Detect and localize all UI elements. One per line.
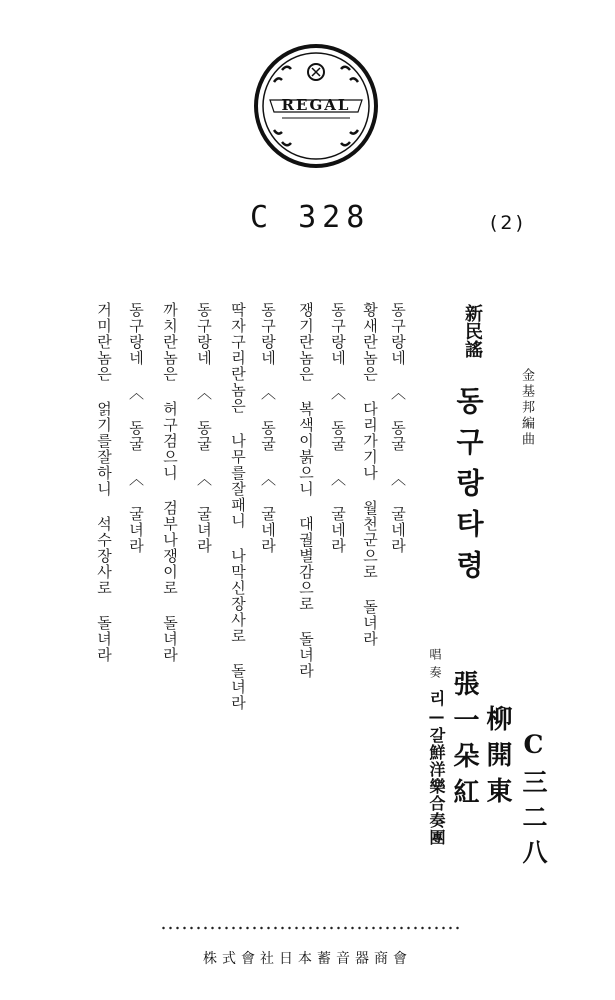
- lyric-line: 쟁기란놈은 복색이붉으니 대궐별감으로 돌녀라: [297, 302, 315, 679]
- lyric-line: 딱자구리란놈은 나무를잘패니 나막신장사로 돌녀라: [229, 302, 247, 711]
- arranger-credit: 金基邦編曲: [519, 368, 534, 448]
- song-title: 동구랑타령: [452, 386, 485, 591]
- lyric-line: 황새란놈은 다리가기나 월천군으로 돌녀라: [361, 302, 379, 647]
- singer-name: 柳開東: [482, 705, 512, 813]
- lyric-line: 동구랑네 〈 동굴 〈 굴네라: [259, 302, 277, 554]
- lyric-line: 동구랑네 〈 동굴 〈 굴네라: [329, 302, 347, 554]
- lyric-line: 거미란놈은 얽기를잘하니 석수장사로 돌녀라: [95, 302, 113, 663]
- lyric-line: 동구랑네 〈 동굴 〈 굴녀라: [127, 302, 145, 554]
- regal-label-logo: [252, 42, 380, 170]
- catalog-number-vertical: C三二八: [519, 730, 548, 874]
- performers-label: 唱奏: [428, 648, 442, 684]
- lyric-line: 동구랑네 〈 동굴 〈 굴녀라: [195, 302, 213, 554]
- singer-name: 張一朵紅: [449, 670, 479, 814]
- lyric-line: 까치란놈은 허구검으니 검부나쟁이로 돌녀라: [161, 302, 179, 663]
- lyric-line: 동구랑네 〈 동굴 〈 굴네라: [389, 302, 407, 554]
- genre-label: 新民謠: [462, 304, 483, 358]
- page-number: (2): [490, 212, 526, 234]
- catalog-number: C 328: [250, 200, 371, 235]
- dotted-divider: [160, 926, 460, 930]
- orchestra-credit: 리—갈鮮洋樂合奏團: [427, 690, 446, 846]
- regal-brand-text: REGAL: [281, 96, 351, 114]
- company-name: 株式會社日本蓄音器商會: [203, 951, 412, 967]
